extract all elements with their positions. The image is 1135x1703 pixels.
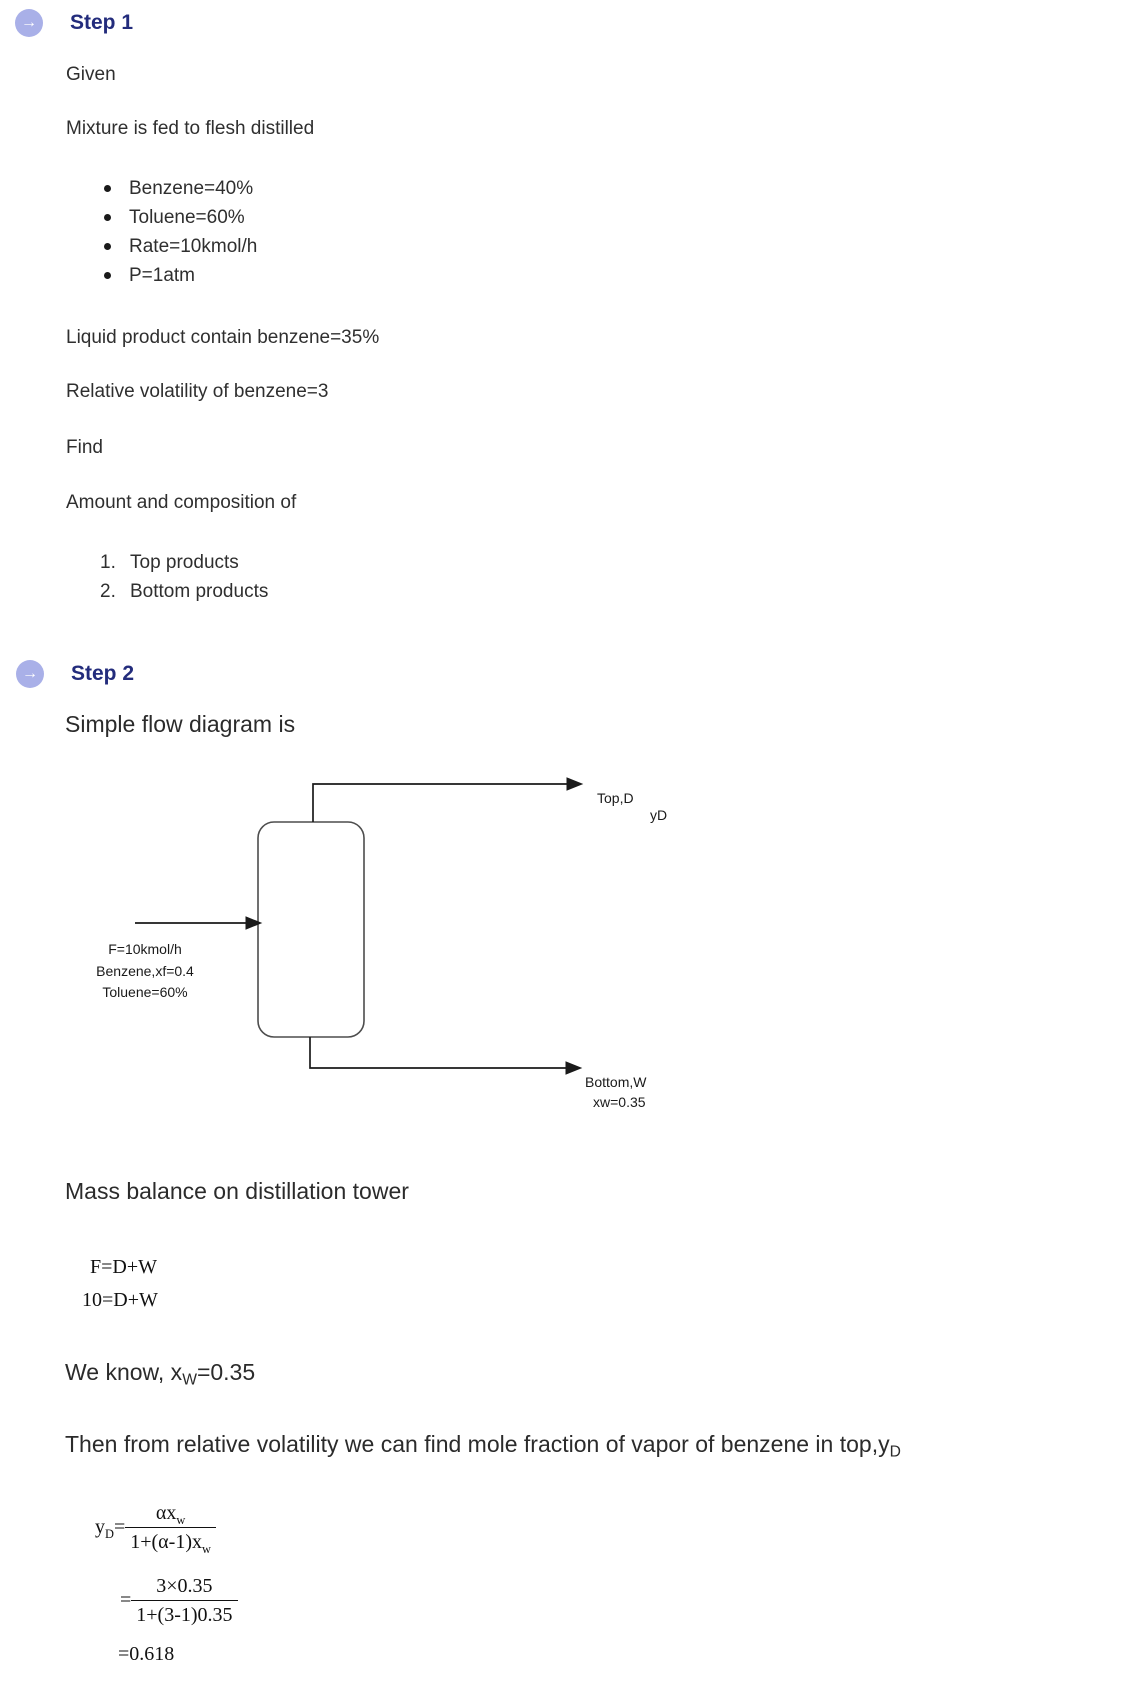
fraction-numerator — [125, 1502, 216, 1527]
problem-intro: Mixture is fed to flesh distilled — [66, 118, 315, 139]
list-item — [66, 232, 257, 261]
arrow-right-icon: → — [22, 665, 38, 682]
equation-f-d-w: F=D+W — [90, 1256, 158, 1278]
yd-equals: = — [113, 1516, 126, 1538]
list-item — [66, 203, 257, 232]
yd-sub: D — [105, 1526, 114, 1541]
list-text: Bottom products — [130, 580, 269, 602]
step2-title: Step 2 — [71, 662, 135, 685]
fraction-numerator: 3×0.35 — [156, 1575, 213, 1597]
list-item — [66, 261, 257, 290]
den-sub: w — [201, 1541, 211, 1556]
feed-toluene-label: Toluene=60% — [102, 984, 188, 1000]
top-stream-line — [313, 784, 568, 822]
then-line-pre: Then from relative volatility we can find mole fraction of vapor of benzene in top,y — [65, 1431, 890, 1457]
then-line-sub: D — [889, 1443, 901, 1461]
volatility-fraction — [125, 1502, 216, 1556]
feed-benzene-label: Benzene,xf=0.4 — [96, 962, 194, 979]
bullet-text: Toluene=60% — [129, 206, 245, 228]
bullet-icon — [104, 272, 111, 279]
bottom-stream-line — [310, 1037, 567, 1068]
bullet-text: P=1atm — [129, 264, 196, 286]
num-text: αx — [155, 1502, 177, 1524]
list-item — [66, 577, 268, 606]
volatility-explanation-line — [65, 1429, 901, 1459]
step2-header — [16, 660, 134, 688]
list-item — [66, 174, 257, 203]
step1-header — [15, 9, 133, 37]
top-stream-sublabel: yD — [650, 807, 668, 823]
bottom-stream-sublabel: xw=0.35 — [593, 1094, 646, 1110]
mass-balance-title: Mass balance on distillation tower — [65, 1178, 409, 1204]
diagram-title: Simple flow diagram is — [65, 711, 296, 737]
den-text: 1+(α-1)x — [130, 1531, 202, 1553]
substitution-fraction — [131, 1575, 237, 1626]
feed-rate-label: F=10kmol/h — [108, 941, 182, 957]
bottom-stream-label: Bottom,W — [585, 1074, 647, 1090]
given-bullet-list — [66, 174, 257, 290]
find-label: Find — [66, 437, 103, 458]
given-label: Given — [66, 64, 116, 85]
yd-formula-row — [95, 1502, 216, 1556]
list-number: 2. — [100, 580, 116, 602]
fraction-denominator — [125, 1527, 216, 1556]
bullet-icon — [104, 214, 111, 221]
distillation-column — [258, 822, 364, 1037]
find-numbered-list — [66, 548, 268, 606]
equals-sign: = — [120, 1589, 132, 1611]
we-know-sub: W — [182, 1371, 197, 1389]
list-item — [66, 548, 268, 577]
we-know-pre: We know, x — [65, 1359, 183, 1385]
bullet-icon — [104, 185, 111, 192]
yd-lhs — [95, 1516, 125, 1539]
we-know-line — [65, 1357, 255, 1387]
we-know-post: =0.35 — [196, 1359, 256, 1385]
step2-arrow-icon[interactable] — [16, 660, 44, 688]
step1-title: Step 1 — [70, 11, 134, 34]
bullet-text: Rate=10kmol/h — [129, 235, 258, 257]
list-number: 1. — [100, 551, 116, 573]
bullet-icon — [104, 243, 111, 250]
yd-base: y — [95, 1516, 105, 1538]
feed-stream-labels — [75, 939, 215, 1004]
top-stream-label: Top,D — [597, 790, 634, 806]
fraction-denominator: 1+(3-1)0.35 — [131, 1600, 237, 1626]
step1-arrow-icon[interactable] — [15, 9, 43, 37]
find-intro: Amount and composition of — [66, 492, 297, 513]
substitution-row — [120, 1575, 238, 1626]
list-text: Top products — [130, 551, 239, 573]
volatility-line: Relative volatility of benzene=3 — [66, 381, 329, 402]
result-line: =0.618 — [118, 1643, 175, 1665]
liquid-product-line: Liquid product contain benzene=35% — [66, 327, 380, 348]
num-sub: w — [176, 1512, 186, 1527]
equation-10-d-w: 10=D+W — [82, 1289, 158, 1311]
bullet-text: Benzene=40% — [129, 177, 254, 199]
arrow-right-icon: → — [21, 14, 37, 31]
